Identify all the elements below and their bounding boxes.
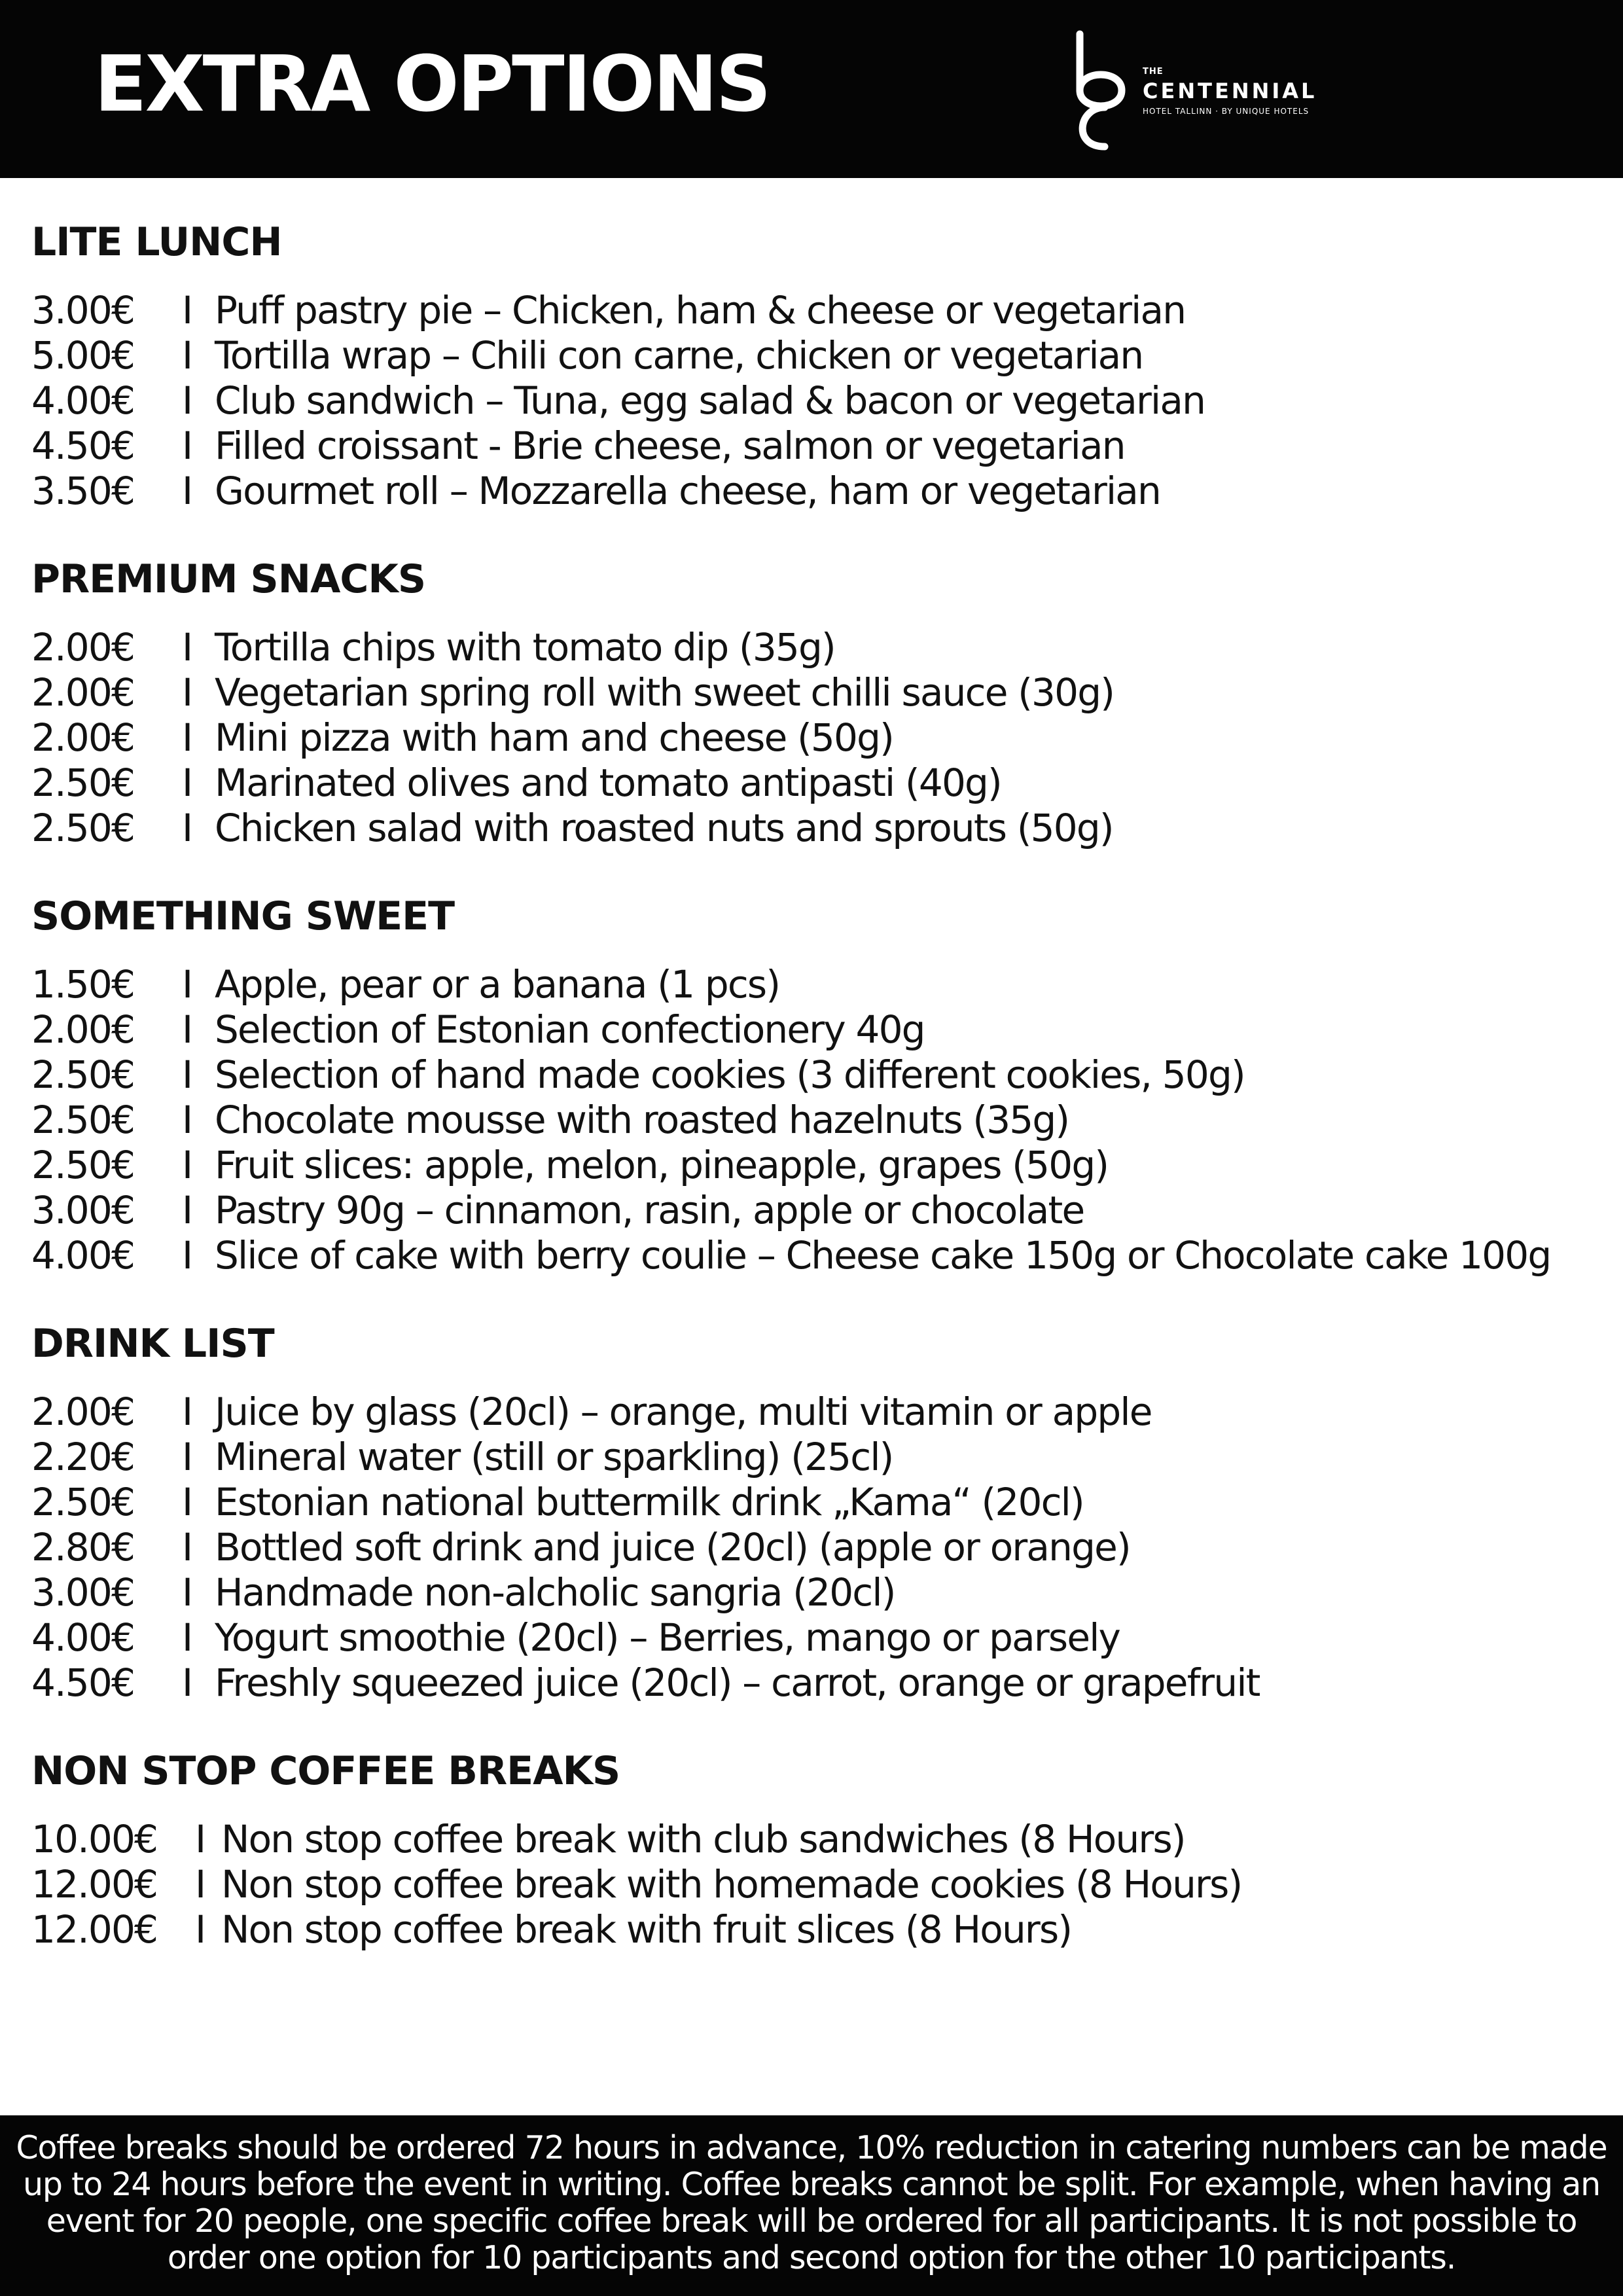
item-price: 3.00€: [31, 1570, 135, 1615]
item-list: [31, 1817, 1602, 1952]
separator: I: [182, 1233, 192, 1278]
hotel-logo: [1065, 30, 1366, 151]
item-price: 2.20€: [31, 1435, 135, 1479]
menu-item: [31, 1188, 1602, 1233]
section-title: SOMETHING SWEET: [31, 893, 455, 939]
separator: I: [195, 1817, 205, 1861]
item-description: Tortilla wrap – Chili con carne, chicken or vegetarian: [215, 333, 1143, 378]
menu-item: [31, 625, 1602, 670]
separator: I: [182, 1390, 192, 1434]
menu-item: [31, 670, 1602, 715]
item-price: 5.00€: [31, 333, 135, 378]
menu-item: [31, 1660, 1602, 1706]
menu-item: [31, 1007, 1602, 1052]
item-description: Handmade non-alcholic sangria (20cl): [215, 1570, 895, 1615]
item-price: 2.50€: [31, 806, 135, 850]
menu-item: [31, 962, 1602, 1007]
item-description: Apple, pear or a banana (1 pcs): [215, 962, 780, 1007]
menu-item: [31, 1525, 1602, 1570]
separator: I: [182, 1570, 192, 1615]
menu-item: [31, 1862, 1602, 1907]
section-non-stop-coffee-breaks: [31, 1745, 1602, 1952]
item-description: Filled croissant - Brie cheese, salmon or vegetarian: [215, 423, 1125, 468]
menu-item: [31, 761, 1602, 806]
separator: I: [182, 1143, 192, 1187]
item-description: Vegetarian spring roll with sweet chilli sauce (30g): [215, 670, 1115, 715]
item-price: 2.50€: [31, 1143, 135, 1187]
separator: I: [182, 1480, 192, 1524]
item-description: Mineral water (still or sparkling) (25cl): [215, 1435, 893, 1479]
item-price: 12.00€: [31, 1907, 158, 1952]
separator: I: [182, 378, 192, 423]
item-price: 2.50€: [31, 761, 135, 805]
menu-item: [31, 288, 1602, 333]
item-price: 1.50€: [31, 962, 135, 1007]
menu-item: [31, 1390, 1602, 1435]
section-title: PREMIUM SNACKS: [31, 556, 426, 602]
section-title: LITE LUNCH: [31, 219, 282, 265]
item-description: Chocolate mousse with roasted hazelnuts (35g): [215, 1098, 1069, 1142]
menu-item: [31, 423, 1602, 469]
item-price: 2.00€: [31, 1007, 135, 1052]
separator: I: [195, 1907, 205, 1952]
item-list: [31, 1390, 1602, 1706]
item-price: 10.00€: [31, 1817, 158, 1861]
item-list: [31, 625, 1602, 851]
logo-the-text: THE: [1143, 67, 1164, 77]
item-price: 12.00€: [31, 1862, 158, 1907]
menu-item: [31, 1052, 1602, 1098]
item-price: 3.00€: [31, 1188, 135, 1232]
item-price: 3.00€: [31, 288, 135, 332]
menu-item: [31, 333, 1602, 378]
item-description: Juice by glass (20cl) – orange, multi vitamin or apple: [215, 1390, 1152, 1434]
item-list: [31, 962, 1602, 1278]
separator: I: [182, 1525, 192, 1570]
menu-item: [31, 378, 1602, 423]
menu-item: [31, 1435, 1602, 1480]
item-description: Puff pastry pie – Chicken, ham & cheese or vegetarian: [215, 288, 1186, 332]
menu-item: [31, 1817, 1602, 1862]
item-price: 2.80€: [31, 1525, 135, 1570]
item-description: Pastry 90g – cinnamon, rasin, apple or chocolate: [215, 1188, 1084, 1232]
menu-content: [31, 216, 1602, 1992]
footer-note: Coffee breaks should be ordered 72 hours in advance, 10% reduction in catering numbers can be made up to 24 hours before the event in writing. Coffee breaks cannot be split. For example, when having an event for 20 people, one specific coffee break will be ordered for all participants. It is not possible to order one option for 10 participants and second option for the other 10 participants.: [0, 2115, 1623, 2296]
item-price: 4.50€: [31, 423, 135, 468]
menu-item: [31, 1098, 1602, 1143]
separator: I: [182, 670, 192, 715]
item-description: Selection of Estonian confectionery 40g: [215, 1007, 925, 1052]
section-drink-list: [31, 1318, 1602, 1706]
section-title: NON STOP COFFEE BREAKS: [31, 1748, 620, 1794]
item-price: 4.00€: [31, 1615, 135, 1660]
section-lite-lunch: [31, 216, 1602, 514]
item-price: 2.00€: [31, 670, 135, 715]
menu-item: [31, 1143, 1602, 1188]
separator: I: [182, 469, 192, 513]
item-price: 2.50€: [31, 1098, 135, 1142]
item-price: 2.50€: [31, 1480, 135, 1524]
separator: I: [182, 761, 192, 805]
section-something-sweet: [31, 890, 1602, 1278]
item-list: [31, 288, 1602, 514]
item-price: 4.00€: [31, 1233, 135, 1278]
page-header: [0, 0, 1623, 178]
item-description: Non stop coffee break with fruit slices (8 Hours): [221, 1907, 1072, 1952]
menu-item: [31, 469, 1602, 514]
separator: I: [182, 625, 192, 670]
separator: I: [182, 715, 192, 760]
section-title: DRINK LIST: [31, 1321, 274, 1367]
separator: I: [182, 333, 192, 378]
separator: I: [182, 1098, 192, 1142]
item-description: Mini pizza with ham and cheese (50g): [215, 715, 893, 760]
separator: I: [182, 288, 192, 332]
item-description: Marinated olives and tomato antipasti (40g): [215, 761, 1001, 805]
menu-item: [31, 1570, 1602, 1615]
item-description: Freshly squeezed juice (20cl) – carrot, orange or grapefruit: [215, 1660, 1260, 1705]
item-description: Yogurt smoothie (20cl) – Berries, mango or parsely: [215, 1615, 1120, 1660]
separator: I: [182, 423, 192, 468]
separator: I: [182, 962, 192, 1007]
item-price: 2.00€: [31, 715, 135, 760]
item-description: Gourmet roll – Mozzarella cheese, ham or vegetarian: [215, 469, 1161, 513]
logo-subtitle-text: HOTEL TALLINN · BY UNIQUE HOTELS: [1143, 107, 1310, 116]
section-premium-snacks: [31, 553, 1602, 851]
separator: I: [182, 1660, 192, 1705]
menu-item: [31, 1233, 1602, 1278]
item-description: Fruit slices: apple, melon, pineapple, grapes (50g): [215, 1143, 1109, 1187]
item-description: Tortilla chips with tomato dip (35g): [215, 625, 835, 670]
item-price: 4.50€: [31, 1660, 135, 1705]
item-description: Slice of cake with berry coulie – Cheese cake 150g or Chocolate cake 100g: [215, 1233, 1551, 1278]
page-title: EXTRA OPTIONS: [94, 39, 770, 129]
item-price: 2.50€: [31, 1052, 135, 1097]
separator: I: [182, 1052, 192, 1097]
logo-name-text: CENTENNIAL: [1143, 79, 1317, 103]
menu-item: [31, 1907, 1602, 1952]
separator: I: [182, 1007, 192, 1052]
centennial-logo-icon: [1065, 30, 1137, 151]
item-description: Estonian national buttermilk drink „Kama“ (20cl): [215, 1480, 1084, 1524]
menu-item: [31, 1480, 1602, 1525]
menu-item: [31, 806, 1602, 851]
item-price: 2.00€: [31, 625, 135, 670]
menu-item: [31, 1615, 1602, 1660]
menu-item: [31, 715, 1602, 761]
separator: I: [182, 1615, 192, 1660]
item-description: Club sandwich – Tuna, egg salad & bacon or vegetarian: [215, 378, 1205, 423]
item-description: Bottled soft drink and juice (20cl) (apple or orange): [215, 1525, 1130, 1570]
item-description: Non stop coffee break with homemade cookies (8 Hours): [221, 1862, 1242, 1907]
separator: I: [182, 806, 192, 850]
separator: I: [195, 1862, 205, 1907]
item-description: Non stop coffee break with club sandwiches (8 Hours): [221, 1817, 1185, 1861]
item-price: 3.50€: [31, 469, 135, 513]
separator: I: [182, 1188, 192, 1232]
item-description: Selection of hand made cookies (3 different cookies, 50g): [215, 1052, 1245, 1097]
item-price: 2.00€: [31, 1390, 135, 1434]
item-description: Chicken salad with roasted nuts and sprouts (50g): [215, 806, 1113, 850]
separator: I: [182, 1435, 192, 1479]
item-price: 4.00€: [31, 378, 135, 423]
